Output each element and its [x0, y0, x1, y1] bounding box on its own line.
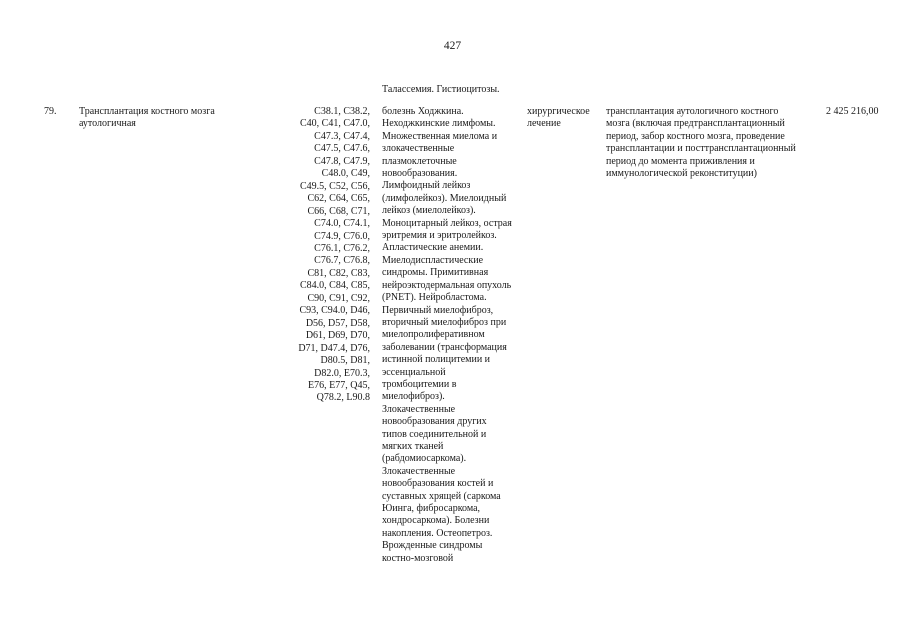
text-line: C84.0, C84, C85,	[299, 280, 370, 292]
text-line: накопления. Остеопетроз.	[382, 527, 493, 539]
text-line: Первичный миелофиброз,	[382, 304, 494, 316]
text-line: Юинга, фибросаркома,	[382, 503, 481, 514]
text-line: Апластические анемии.	[382, 242, 484, 254]
text-line: Злокачественные	[382, 465, 456, 477]
text-line: C76.7, C76.8,	[314, 255, 370, 267]
text-line: D56, D57, D58,	[305, 317, 370, 329]
text-line: (лимфолейкоз). Миелоидный	[382, 192, 507, 204]
text-line: период до момента приживления и	[606, 155, 755, 167]
text-line: период, забор костного мозга, проведение	[606, 130, 785, 142]
text-line: Множественная миелома и	[382, 130, 498, 142]
page-number: 427	[443, 40, 462, 52]
treatment-name	[79, 106, 269, 131]
text-line: трансплантации и посттрансплантационный	[606, 143, 796, 155]
text-line: аутологичная	[79, 118, 136, 130]
text-line: тромбоцитемии в	[382, 378, 457, 390]
text-line: D80.5, D81,	[320, 355, 370, 367]
text-line: D71, D47.4, D76,	[298, 342, 370, 354]
text-line: Q78.2, L90.8	[316, 392, 370, 404]
text-line: хирургическое	[527, 106, 590, 117]
treatment-method	[606, 106, 816, 180]
text-line: Неходжкинские лимфомы.	[382, 118, 496, 130]
text-line: костно-мозговой	[382, 552, 454, 564]
disease-model	[382, 106, 522, 565]
text-line: Трансплантация костного мозга	[79, 106, 215, 117]
icd-codes	[292, 106, 370, 405]
text-line: C48.0, C49,	[321, 168, 370, 180]
text-line: C93, C94.0, D46,	[299, 305, 370, 317]
text-line: Миелодиспластические	[382, 254, 484, 266]
text-line: Моноцитарный лейкоз, острая	[382, 217, 512, 229]
text-line: эссенциальной	[382, 366, 446, 378]
text-line: злокачественные	[382, 143, 455, 155]
text-line: (PNET). Нейробластома.	[382, 292, 487, 304]
text-line: мягких тканей	[382, 440, 444, 452]
text-line: миелопролиферативном	[382, 329, 485, 341]
text-line: C81, C82, C83,	[307, 267, 370, 279]
treatment-type	[527, 106, 602, 131]
text-line: нейроэктодермальная опухоль	[382, 279, 512, 291]
text-line: C47.5, C47.6,	[314, 143, 370, 155]
text-line: E76, E77, Q45,	[308, 379, 370, 391]
text-line: C62, C64, C65,	[307, 193, 370, 205]
row-number: 79.	[44, 106, 57, 117]
text-line: C47.3, C47.4,	[314, 130, 370, 142]
text-line: синдромы. Примитивная	[382, 267, 489, 279]
text-line: лейкоз (миелолейкоз).	[382, 205, 476, 217]
text-line: суставных хрящей (саркома	[382, 490, 501, 502]
text-line: C66, C68, C71,	[307, 205, 370, 217]
text-line: D61, D69, D70,	[305, 330, 370, 342]
text-line: типов соединительной и	[382, 428, 487, 440]
text-line: хондросаркома). Болезни	[382, 515, 490, 527]
text-line: Злокачественные	[382, 403, 456, 415]
text-line: новообразования других	[382, 416, 487, 428]
text-line: мозга (включая предтрансплантационный	[606, 118, 785, 130]
standard-cost: 2 425 216,00	[826, 106, 879, 117]
text-line: C90, C91, C92,	[307, 292, 370, 304]
text-line: вторичный миелофиброз при	[382, 316, 507, 328]
text-line: (рабдомиосаркома).	[382, 453, 467, 465]
text-line: плазмоклеточные	[382, 155, 457, 167]
text-line: C38.1, C38.2,	[314, 106, 370, 117]
continued-disease-text: Талассемия. Гистиоцитозы.	[382, 84, 500, 95]
text-line: C49.5, C52, C56,	[299, 180, 370, 192]
text-line: Лимфоидный лейкоз	[382, 180, 471, 192]
text-line: трансплантация аутологичного костного	[606, 106, 779, 117]
text-line: болезнь Ходжкина.	[382, 106, 464, 117]
text-line: миелофиброз).	[382, 391, 445, 403]
text-line: эритремия и эритролейкоз.	[382, 230, 497, 242]
text-line: новообразования костей и	[382, 478, 494, 490]
text-line: заболевании (трансформация	[382, 341, 507, 353]
text-line: Врожденные синдромы	[382, 540, 483, 552]
text-line: лечение	[527, 118, 561, 130]
text-line: C74.9, C76.0,	[314, 230, 370, 242]
text-line: D82.0, E70.3,	[314, 367, 370, 379]
text-line: иммунологической реконституции)	[606, 168, 757, 180]
text-line: C40, C41, C47.0,	[299, 118, 370, 130]
text-line: C47.8, C47.9,	[314, 155, 370, 167]
text-line: новообразования.	[382, 168, 458, 180]
text-line: C76.1, C76.2,	[314, 242, 370, 254]
text-line: C74.0, C74.1,	[314, 218, 370, 230]
text-line: истинной полицитемии и	[382, 354, 491, 366]
